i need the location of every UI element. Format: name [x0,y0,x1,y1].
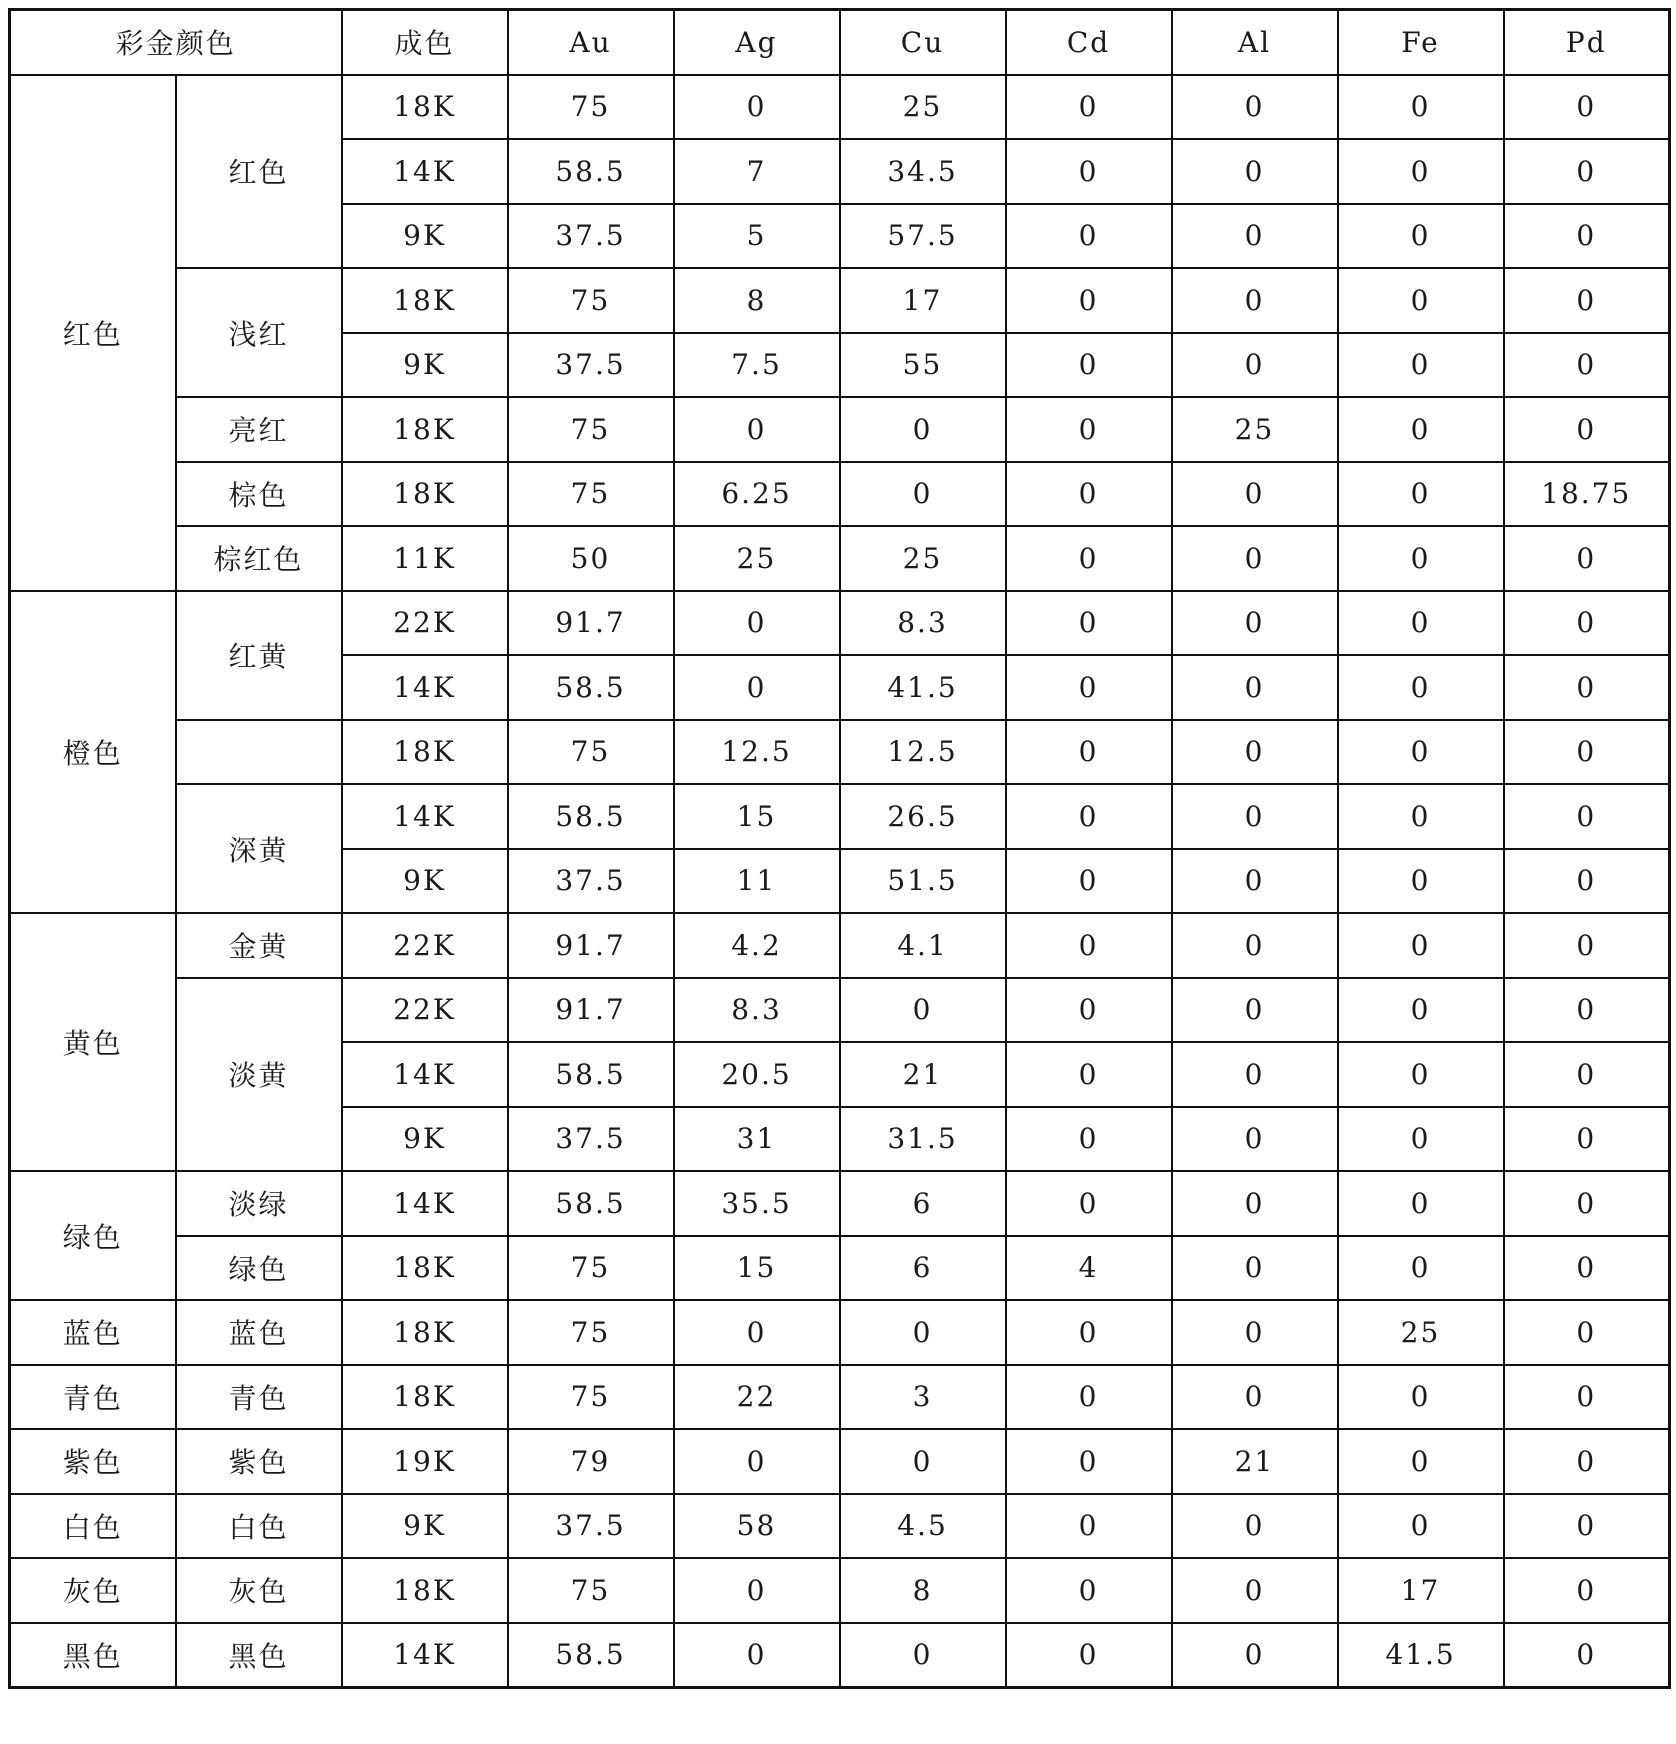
composition-cell: 0 [1338,784,1504,849]
composition-cell: 37.5 [508,204,674,269]
header-fe: Fe [1338,10,1504,75]
composition-cell: 75 [508,268,674,333]
composition-cell: 37.5 [508,1107,674,1172]
header-cd: Cd [1006,10,1172,75]
composition-cell: 50 [508,526,674,591]
composition-cell: 0 [1338,462,1504,527]
composition-cell: 0 [1338,978,1504,1043]
composition-cell: 26.5 [840,784,1006,849]
table-row [10,268,1670,333]
composition-cell: 0 [1504,1236,1670,1301]
composition-cell: 8.3 [674,978,840,1043]
purity-cell: 14K [342,1042,508,1107]
composition-cell: 0 [674,1300,840,1365]
composition-cell: 0 [1338,526,1504,591]
composition-cell: 0 [1338,591,1504,656]
shade-cell: 浅红 [176,268,342,397]
composition-cell: 6.25 [674,462,840,527]
header-purity: 成色 [342,10,508,75]
table-row [10,397,1670,462]
composition-cell: 21 [1172,1429,1338,1494]
composition-cell: 0 [1338,720,1504,785]
composition-cell: 58.5 [508,139,674,204]
shade-cell: 白色 [176,1494,342,1559]
composition-cell: 0 [1006,978,1172,1043]
alloy-table-container [8,8,1671,1689]
composition-cell: 51.5 [840,849,1006,914]
composition-cell: 75 [508,720,674,785]
composition-cell: 8.3 [840,591,1006,656]
composition-cell: 11 [674,849,840,914]
composition-cell: 0 [1006,1365,1172,1430]
composition-cell: 0 [1006,784,1172,849]
purity-cell: 18K [342,720,508,785]
header-color: 彩金颜色 [10,10,342,75]
header-al: Al [1172,10,1338,75]
composition-cell: 0 [674,1623,840,1688]
composition-cell: 0 [1504,913,1670,978]
composition-cell: 0 [1504,978,1670,1043]
composition-cell: 15 [674,1236,840,1301]
composition-cell: 0 [1006,1623,1172,1688]
purity-cell: 18K [342,397,508,462]
composition-cell: 34.5 [840,139,1006,204]
color-group-cell: 青色 [10,1365,176,1430]
table-row [10,1494,1670,1559]
composition-cell: 0 [1504,526,1670,591]
composition-cell: 0 [674,1558,840,1623]
shade-cell [176,720,342,785]
composition-cell: 0 [1006,720,1172,785]
composition-cell: 0 [1006,591,1172,656]
composition-cell: 0 [1338,139,1504,204]
purity-cell: 18K [342,462,508,527]
composition-cell: 0 [1504,1623,1670,1688]
composition-cell: 75 [508,1236,674,1301]
composition-cell: 0 [1504,1429,1670,1494]
shade-cell: 淡绿 [176,1171,342,1236]
composition-cell: 0 [1006,849,1172,914]
composition-cell: 0 [1172,784,1338,849]
purity-cell: 18K [342,268,508,333]
shade-cell: 棕红色 [176,526,342,591]
composition-cell: 41.5 [840,655,1006,720]
composition-cell: 0 [1504,1042,1670,1107]
purity-cell: 22K [342,978,508,1043]
table-row [10,1429,1670,1494]
purity-cell: 9K [342,333,508,398]
table-body [10,75,1670,1688]
composition-cell: 0 [1504,1171,1670,1236]
shade-cell: 蓝色 [176,1300,342,1365]
composition-cell: 0 [1006,1042,1172,1107]
composition-cell: 0 [1504,655,1670,720]
table-row [10,526,1670,591]
composition-cell: 0 [1504,591,1670,656]
composition-cell: 0 [1338,1171,1504,1236]
composition-cell: 0 [1338,204,1504,269]
composition-cell: 0 [1338,655,1504,720]
color-group-cell: 绿色 [10,1171,176,1300]
composition-cell: 17 [840,268,1006,333]
shade-cell: 红黄 [176,591,342,720]
composition-cell: 58.5 [508,1171,674,1236]
composition-cell: 6 [840,1171,1006,1236]
composition-cell: 0 [1006,462,1172,527]
composition-cell: 0 [1504,1365,1670,1430]
composition-cell: 20.5 [674,1042,840,1107]
composition-cell: 75 [508,1365,674,1430]
composition-cell: 0 [1172,75,1338,140]
composition-cell: 0 [1172,1171,1338,1236]
composition-cell: 0 [1172,204,1338,269]
composition-cell: 0 [1172,849,1338,914]
composition-cell: 0 [1338,268,1504,333]
color-group-cell: 灰色 [10,1558,176,1623]
table-row [10,75,1670,140]
purity-cell: 18K [342,1365,508,1430]
composition-cell: 0 [1006,397,1172,462]
shade-cell: 紫色 [176,1429,342,1494]
composition-cell: 0 [1338,1042,1504,1107]
composition-cell: 58.5 [508,1623,674,1688]
composition-cell: 0 [1504,1558,1670,1623]
composition-cell: 0 [1006,268,1172,333]
composition-cell: 37.5 [508,1494,674,1559]
composition-cell: 4.5 [840,1494,1006,1559]
color-group-cell: 红色 [10,75,176,591]
composition-cell: 0 [674,591,840,656]
composition-cell: 0 [1172,139,1338,204]
composition-cell: 0 [1006,526,1172,591]
composition-cell: 0 [1504,849,1670,914]
composition-cell: 25 [1338,1300,1504,1365]
composition-cell: 0 [1504,204,1670,269]
purity-cell: 22K [342,913,508,978]
composition-cell: 0 [1172,591,1338,656]
composition-cell: 0 [1172,1236,1338,1301]
purity-cell: 14K [342,139,508,204]
composition-cell: 0 [840,462,1006,527]
composition-cell: 0 [1338,1429,1504,1494]
color-gold-composition-table [8,8,1671,1689]
color-group-cell: 蓝色 [10,1300,176,1365]
table-row [10,591,1670,656]
composition-cell: 0 [1172,1494,1338,1559]
composition-cell: 0 [1504,784,1670,849]
composition-cell: 17 [1338,1558,1504,1623]
composition-cell: 25 [674,526,840,591]
composition-cell: 0 [1504,720,1670,785]
purity-cell: 9K [342,204,508,269]
composition-cell: 18.75 [1504,462,1670,527]
composition-cell: 0 [1006,1107,1172,1172]
composition-cell: 0 [1504,1300,1670,1365]
composition-cell: 0 [1006,1558,1172,1623]
composition-cell: 0 [1338,849,1504,914]
composition-cell: 0 [674,397,840,462]
composition-cell: 0 [1338,1365,1504,1430]
color-group-cell: 紫色 [10,1429,176,1494]
composition-cell: 75 [508,462,674,527]
composition-cell: 0 [1338,333,1504,398]
purity-cell: 9K [342,1494,508,1559]
purity-cell: 14K [342,1623,508,1688]
composition-cell: 0 [1006,1494,1172,1559]
composition-cell: 31 [674,1107,840,1172]
composition-cell: 6 [840,1236,1006,1301]
composition-cell: 0 [1504,268,1670,333]
composition-cell: 0 [1172,1300,1338,1365]
composition-cell: 0 [1006,1300,1172,1365]
composition-cell: 0 [1172,1042,1338,1107]
composition-cell: 0 [1172,462,1338,527]
composition-cell: 7 [674,139,840,204]
composition-cell: 75 [508,75,674,140]
composition-cell: 0 [840,397,1006,462]
color-group-cell: 黄色 [10,913,176,1171]
composition-cell: 0 [1504,397,1670,462]
composition-cell: 25 [840,526,1006,591]
composition-cell: 0 [1006,75,1172,140]
shade-cell: 金黄 [176,913,342,978]
composition-cell: 0 [1172,913,1338,978]
composition-cell: 0 [1006,1429,1172,1494]
composition-cell: 0 [840,1300,1006,1365]
composition-cell: 0 [1338,913,1504,978]
purity-cell: 9K [342,849,508,914]
purity-cell: 14K [342,655,508,720]
shade-cell: 深黄 [176,784,342,913]
table-row [10,1623,1670,1688]
composition-cell: 0 [674,75,840,140]
header-ag: Ag [674,10,840,75]
table-row [10,913,1670,978]
table-row [10,1365,1670,1430]
composition-cell: 0 [840,978,1006,1043]
composition-cell: 35.5 [674,1171,840,1236]
composition-cell: 0 [1172,1623,1338,1688]
composition-cell: 0 [1172,333,1338,398]
composition-cell: 37.5 [508,849,674,914]
composition-cell: 0 [1338,1236,1504,1301]
composition-cell: 0 [1338,1494,1504,1559]
composition-cell: 0 [1172,268,1338,333]
composition-cell: 75 [508,1558,674,1623]
composition-cell: 0 [1006,655,1172,720]
shade-cell: 绿色 [176,1236,342,1301]
purity-cell: 9K [342,1107,508,1172]
composition-cell: 0 [1504,1107,1670,1172]
composition-cell: 25 [840,75,1006,140]
table-row [10,1236,1670,1301]
composition-cell: 58.5 [508,784,674,849]
composition-cell: 0 [1172,978,1338,1043]
shade-cell: 黑色 [176,1623,342,1688]
composition-cell: 0 [1172,1107,1338,1172]
composition-cell: 0 [1006,204,1172,269]
composition-cell: 12.5 [840,720,1006,785]
composition-cell: 91.7 [508,913,674,978]
composition-cell: 3 [840,1365,1006,1430]
composition-cell: 0 [1504,75,1670,140]
composition-cell: 79 [508,1429,674,1494]
composition-cell: 7.5 [674,333,840,398]
composition-cell: 12.5 [674,720,840,785]
composition-cell: 0 [674,1429,840,1494]
composition-cell: 41.5 [1338,1623,1504,1688]
composition-cell: 37.5 [508,333,674,398]
composition-cell: 8 [840,1558,1006,1623]
color-group-cell: 白色 [10,1494,176,1559]
header-cu: Cu [840,10,1006,75]
purity-cell: 14K [342,1171,508,1236]
composition-cell: 8 [674,268,840,333]
composition-cell: 0 [1006,139,1172,204]
shade-cell: 灰色 [176,1558,342,1623]
header-pd: Pd [1504,10,1670,75]
composition-cell: 5 [674,204,840,269]
color-group-cell: 橙色 [10,591,176,914]
table-row [10,462,1670,527]
composition-cell: 91.7 [508,978,674,1043]
composition-cell: 58.5 [508,655,674,720]
purity-cell: 22K [342,591,508,656]
composition-cell: 58.5 [508,1042,674,1107]
composition-cell: 0 [1338,1107,1504,1172]
composition-cell: 0 [1172,655,1338,720]
color-group-cell: 黑色 [10,1623,176,1688]
composition-cell: 0 [1006,1171,1172,1236]
shade-cell: 亮红 [176,397,342,462]
composition-cell: 4 [1006,1236,1172,1301]
table-row [10,978,1670,1043]
shade-cell: 棕色 [176,462,342,527]
table-row [10,1558,1670,1623]
table-row [10,1171,1670,1236]
purity-cell: 18K [342,1236,508,1301]
composition-cell: 25 [1172,397,1338,462]
composition-cell: 0 [840,1623,1006,1688]
purity-cell: 18K [342,1558,508,1623]
composition-cell: 91.7 [508,591,674,656]
shade-cell: 青色 [176,1365,342,1430]
composition-cell: 75 [508,397,674,462]
composition-cell: 0 [1338,397,1504,462]
composition-cell: 0 [1006,333,1172,398]
header-row [10,10,1670,75]
composition-cell: 0 [840,1429,1006,1494]
composition-cell: 0 [1172,1558,1338,1623]
purity-cell: 14K [342,784,508,849]
composition-cell: 0 [1172,526,1338,591]
composition-cell: 15 [674,784,840,849]
composition-cell: 0 [1006,913,1172,978]
composition-cell: 0 [1504,1494,1670,1559]
composition-cell: 0 [1504,333,1670,398]
composition-cell: 58 [674,1494,840,1559]
composition-cell: 4.2 [674,913,840,978]
composition-cell: 21 [840,1042,1006,1107]
composition-cell: 0 [1172,1365,1338,1430]
composition-cell: 4.1 [840,913,1006,978]
purity-cell: 18K [342,1300,508,1365]
purity-cell: 19K [342,1429,508,1494]
purity-cell: 11K [342,526,508,591]
composition-cell: 22 [674,1365,840,1430]
composition-cell: 31.5 [840,1107,1006,1172]
composition-cell: 57.5 [840,204,1006,269]
composition-cell: 0 [1504,139,1670,204]
shade-cell: 淡黄 [176,978,342,1172]
composition-cell: 0 [1338,75,1504,140]
header-au: Au [508,10,674,75]
table-row [10,784,1670,849]
table-row [10,720,1670,785]
purity-cell: 18K [342,75,508,140]
composition-cell: 75 [508,1300,674,1365]
shade-cell: 红色 [176,75,342,269]
composition-cell: 0 [1172,720,1338,785]
table-row [10,1300,1670,1365]
composition-cell: 0 [674,655,840,720]
composition-cell: 55 [840,333,1006,398]
